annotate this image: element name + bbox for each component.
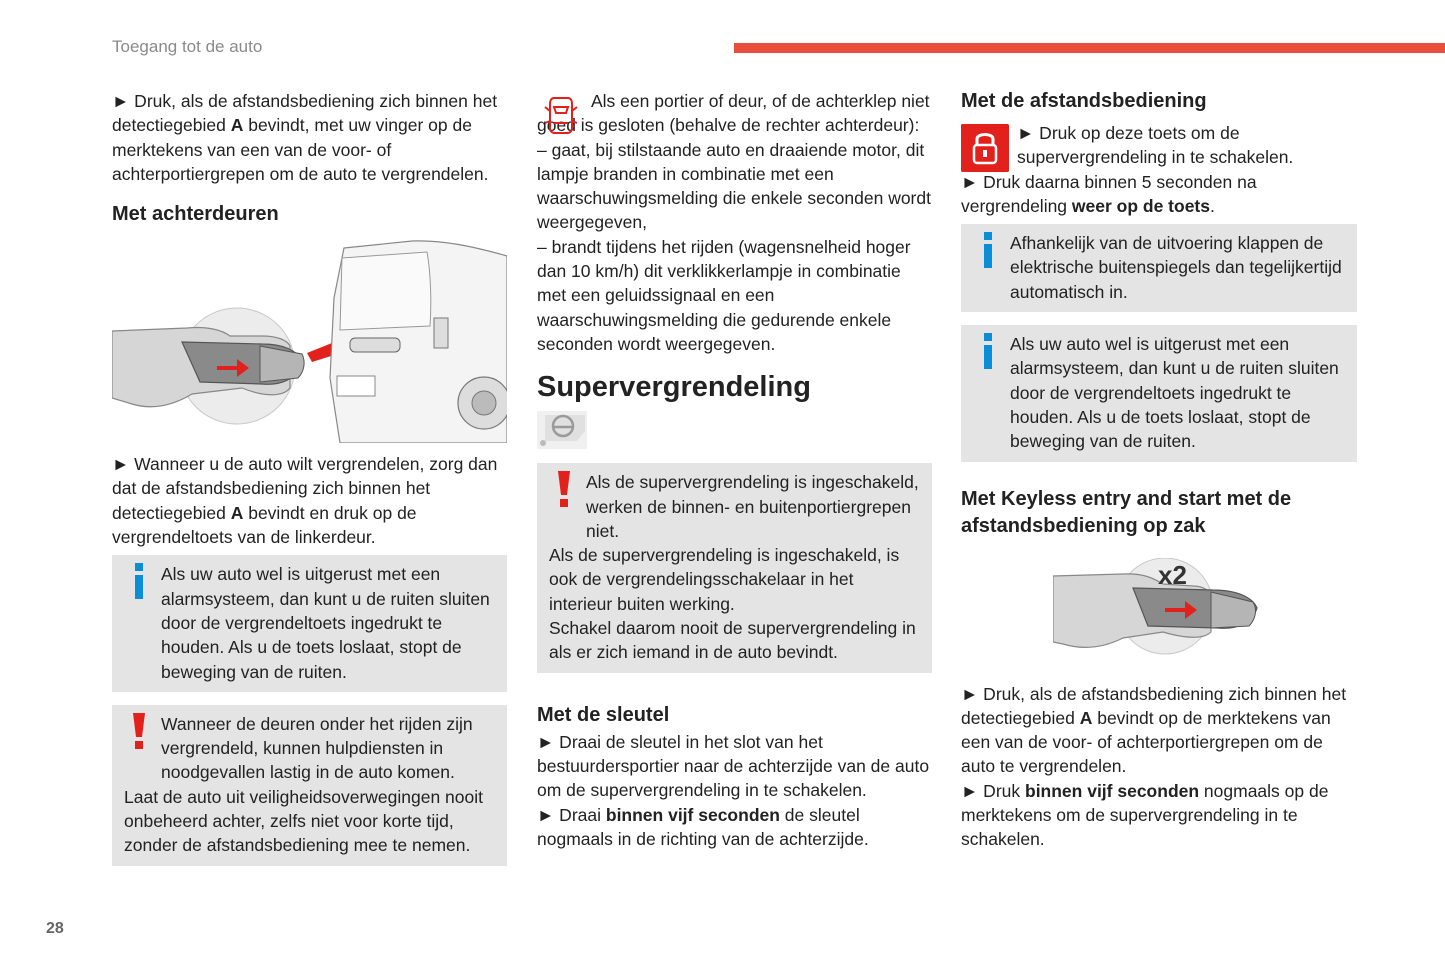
info-icon [983,232,993,268]
header-accent-bar [734,43,1445,53]
heading-met-de-sleutel: Met de sleutel [537,703,670,726]
heading-met-de-afstandsbediening: Met de afstandsbediening [961,90,1207,112]
warning-text: Schakel daarom nooit de supervergrendeling in als er zich iemand in de auto bevindt. [549,618,916,663]
info-box [112,555,507,691]
info-box [961,224,1357,312]
info-icon [983,333,993,369]
rear-door-handle-illustration [112,238,507,443]
warning-text: Laat de auto uit veiligheidsoverwegingen nooit onbeheerd achter, zelfs niet voor korte tijd, zonder de afstandsbediening mee te nemen. [124,786,484,856]
keyless-instruction: ► Druk, als de afstandsbediening zich binnen het detectiegebied A bevindt op de merktekens van een van de voor- of achterportiergrepen om de auto te vergrendelen. [961,683,1347,777]
door-open-intro: Als een portier of deur, of de achterklep niet goed is gesloten (behalve de rechter achterdeur): [537,91,930,136]
page-number: 28 [46,920,64,937]
heading-keyless-entry: Met Keyless entry and start met de afstandsbediening op zak [961,487,1292,537]
door-open-stationary: – gaat, bij stilstaande auto en draaiende motor, dit lampje branden in combinatie met een waarschuwingsmelding die enkele seconden wordt weergegeven, [537,139,931,233]
instruction-paragraph: ► Wanneer u de auto wilt vergrendelen, zorg dan dat de afstandsbediening zich binnen het detectiegebied A bevindt en druk op de vergrendeltoets van de linkerdeur. [112,454,498,548]
warning-box [112,705,507,866]
info-text: Afhankelijk van de uitvoering klappen de elektrische buitenspiegels dan tegelijkertijd automatisch in. [1010,233,1342,302]
warning-exclamation-icon [557,471,571,507]
keyless-instruction: ► Druk binnen vijf seconden nogmaals op de merktekens om de supervergrendeling in te schakelen. [961,780,1329,850]
key-instruction: ► Draai de sleutel in het slot van het bestuurdersportier naar de achterzijde van de auto om de supervergrendeling in te schakelen. [537,731,930,801]
remote-instruction: ► Druk op deze toets om de supervergrendeling in te schakelen. [1017,123,1294,168]
warning-text: Als de supervergrendeling is ingeschakeld, is ook de vergrendelingsschakelaar in het interieur buiten werking. [549,545,900,614]
info-text: Als uw auto wel is uitgerust met een alarmsysteem, dan kunt u de ruiten sluiten door de vergrendeltoets ingedrukt te houden. Als u de toets loslaat, stopt de beweging van de ruiten. [1010,334,1339,452]
steering-wheel-warning-icon [537,411,587,451]
section-title: Toegang tot de auto [112,37,263,56]
double-press-label: x2 [1158,559,1187,590]
instruction-paragraph: ► Druk, als de afstandsbediening zich binnen het detectiegebied A bevindt, met uw vinger op de merktekens van een van de voor- of achterportiergrepen om de auto te vergrendelen. [112,91,498,184]
warning-exclamation-icon [132,713,146,749]
door-open-warning-lamp-icon [544,95,578,135]
warning-text: Als de supervergrendeling is ingeschakeld, werken de binnen- en buitenportiergrepen niet. [586,472,919,541]
warning-text: Wanneer de deuren onder het rijden zijn vergrendeld, kunnen hulpdiensten in noodgevallen lastig in de auto komen. [161,713,473,783]
info-box [961,325,1357,461]
keyless-door-handle-illustration [1053,558,1263,658]
door-open-warning-block [537,89,932,138]
door-open-driving: – brandt tijdens het rijden (wagensnelheid hoger dan 10 km/h) dit verklikkerlampje in combinatie met een geluidssignaal en een waarschuwingsmelding die gedurende enkele seconden wordt weergegeven. [537,236,911,354]
heading-met-achterdeuren: Met achterdeuren [112,203,279,226]
key-instruction: ► Draai binnen vijf seconden de sleutel nogmaals in de richting van de achterzijde. [537,804,869,849]
column-3 [961,88,1357,852]
remote-instruction: ► Druk daarna binnen 5 seconden na vergrendeling weer op de toets. [961,171,1257,216]
info-icon [134,563,144,599]
heading-supervergrendeling: Supervergrendeling [537,371,811,404]
remote-instructions [961,121,1357,218]
warning-box [537,463,932,672]
column-2 [537,88,932,851]
info-text: Als uw auto wel is uitgerust met een alarmsysteem, dan kunt u de ruiten sluiten door de vergrendeltoets ingedrukt te houden. Als u de toets loslaat, stopt de beweging van de ruiten. [161,564,490,682]
column-1 [112,88,507,866]
lock-button-icon [961,124,1009,172]
